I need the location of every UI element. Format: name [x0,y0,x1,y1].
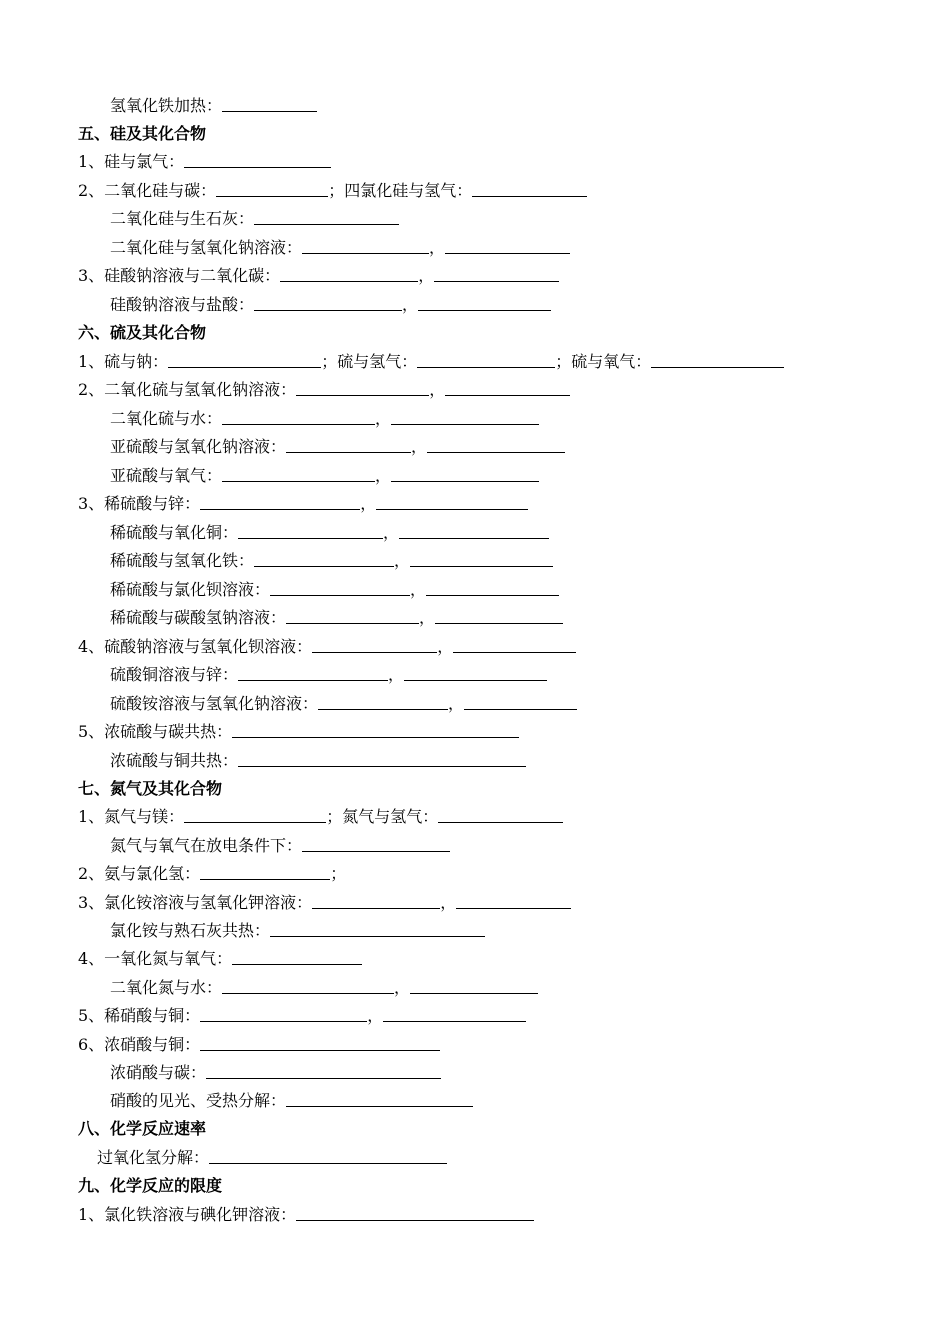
answer-blank[interactable] [254,294,402,311]
reaction-label: 3、硅酸钠溶液与二氧化碳： [78,266,281,285]
answer-blank[interactable] [209,1147,447,1164]
reaction-label: 二氧化硅与生石灰： [110,209,255,228]
reaction-item [110,579,559,601]
reaction-item [97,1147,447,1169]
reaction-label: 亚硫酸与氢氧化钠溶液： [110,437,287,456]
answer-blank[interactable] [238,750,526,767]
comma: ， [375,466,392,485]
semicolon: ； [330,864,347,883]
reaction-label: ；硫与氧气： [555,352,652,371]
reaction-item [78,806,563,828]
reaction-label: ；硫与氢气： [321,352,418,371]
reaction-item [78,721,519,743]
answer-blank[interactable] [286,436,411,453]
answer-blank[interactable] [206,1062,441,1079]
reaction-label: ；氮气与氢气： [326,807,439,826]
answer-blank[interactable] [376,493,528,510]
reaction-label: 硫酸铵溶液与氢氧化钠溶液： [110,694,319,713]
reaction-label: ；四氯化硅与氢气： [328,181,473,200]
comma: ， [394,978,411,997]
answer-blank[interactable] [435,607,563,624]
reaction-label: 稀硫酸与氧化铜： [110,523,239,542]
answer-blank[interactable] [222,465,375,482]
answer-blank[interactable] [410,550,553,567]
reaction-item [78,265,559,287]
answer-blank[interactable] [270,920,485,937]
answer-blank[interactable] [254,208,399,225]
reaction-label: 亚硫酸与氧气： [110,466,223,485]
answer-blank[interactable] [232,948,362,965]
reaction-item [110,294,551,316]
section-heading: 六、硫及其化合物 [78,323,207,342]
answer-blank[interactable] [464,693,577,710]
reaction-item [78,636,576,658]
reaction-label: 3、稀硫酸与锌： [78,494,201,513]
answer-blank[interactable] [222,977,394,994]
reaction-item [110,750,526,772]
reaction-label: 氢氧化铁加热： [110,96,223,115]
answer-blank[interactable] [391,465,539,482]
reaction-item [110,550,553,572]
reaction-item [78,1204,534,1226]
answer-blank[interactable] [200,493,360,510]
comma: ， [388,665,405,684]
reaction-item [78,1034,440,1056]
answer-blank[interactable] [391,408,539,425]
comma: ， [410,580,427,599]
answer-blank[interactable] [417,351,555,368]
comma: ， [429,380,446,399]
comma: ， [367,1006,384,1025]
reaction-item [78,1005,526,1027]
answer-blank[interactable] [302,237,429,254]
answer-blank[interactable] [383,1005,526,1022]
comma: ， [437,637,454,656]
comma: ， [375,409,392,428]
answer-blank[interactable] [286,1090,473,1107]
answer-blank[interactable] [270,579,410,596]
reaction-label: 二氧化硅与氢氧化钠溶液： [110,238,303,257]
section-heading: 八、化学反应速率 [78,1119,207,1138]
answer-blank[interactable] [232,721,519,738]
reaction-item [110,95,317,117]
answer-blank[interactable] [399,522,549,539]
answer-blank[interactable] [410,977,538,994]
answer-blank[interactable] [427,436,565,453]
reaction-item [78,351,784,373]
reaction-label: 5、稀硝酸与铜： [78,1006,201,1025]
answer-blank[interactable] [280,265,418,282]
section-heading: 五、硅及其化合物 [78,124,207,143]
answer-blank[interactable] [184,806,326,823]
reaction-label: 浓硝酸与碳： [110,1063,207,1082]
reaction-item [110,465,539,487]
answer-blank[interactable] [200,1005,367,1022]
comma: ， [429,238,446,257]
comma: ， [402,295,419,314]
answer-blank[interactable] [456,892,571,909]
answer-blank[interactable] [472,180,587,197]
reaction-item [110,607,563,629]
reaction-label: 6、浓硝酸与铜： [78,1035,201,1054]
section-heading: 九、化学反应的限度 [78,1176,223,1195]
reaction-item [78,863,346,885]
answer-blank[interactable] [222,408,375,425]
reaction-label: 2、氨与氯化氢： [78,864,201,883]
answer-blank[interactable] [312,636,437,653]
reaction-item [110,1062,441,1084]
reaction-label: 氮气与氧气在放电条件下： [110,836,303,855]
comma: ， [440,893,457,912]
reaction-label: 1、硅与氯气： [78,152,185,171]
comma: ， [394,551,411,570]
reaction-label: 浓硫酸与铜共热： [110,751,239,770]
answer-blank[interactable] [418,294,551,311]
reaction-label: 稀硫酸与碳酸氢钠溶液： [110,608,287,627]
reaction-item [78,379,570,401]
answer-blank[interactable] [238,664,388,681]
reaction-item [78,948,362,970]
section-heading: 七、氮气及其化合物 [78,779,223,798]
answer-blank[interactable] [296,1204,534,1221]
answer-blank[interactable] [184,151,331,168]
reaction-label: 1、氯化铁溶液与碘化钾溶液： [78,1205,297,1224]
reaction-label: 3、氯化铵溶液与氢氧化钾溶液： [78,893,313,912]
comma: ， [360,494,377,513]
answer-blank[interactable] [296,379,429,396]
reaction-label: 4、硫酸钠溶液与氢氧化钡溶液： [78,637,313,656]
reaction-label: 4、一氧化氮与氧气： [78,949,233,968]
answer-blank[interactable] [222,95,317,112]
reaction-item [78,151,331,173]
reaction-item [110,208,399,230]
answer-blank[interactable] [238,522,383,539]
answer-blank[interactable] [168,351,321,368]
reaction-label: 2、二氧化硫与氢氧化钠溶液： [78,380,297,399]
reaction-label: 1、硫与钠： [78,352,169,371]
answer-blank[interactable] [286,607,419,624]
answer-blank[interactable] [200,863,330,880]
reaction-label: 5、浓硫酸与碳共热： [78,722,233,741]
reaction-label: 硝酸的见光、受热分解： [110,1091,287,1110]
comma: ， [411,437,428,456]
reaction-label: 过氧化氢分解： [97,1148,210,1167]
answer-blank[interactable] [445,379,570,396]
answer-blank[interactable] [651,351,784,368]
comma: ， [448,694,465,713]
reaction-item [110,408,539,430]
comma: ， [383,523,400,542]
answer-blank[interactable] [200,1034,440,1051]
reaction-item [78,180,587,202]
answer-blank[interactable] [404,664,547,681]
answer-blank[interactable] [216,180,328,197]
reaction-label: 稀硫酸与氯化钡溶液： [110,580,271,599]
answer-blank[interactable] [302,835,450,852]
reaction-item [110,693,577,715]
reaction-item [110,436,565,458]
reaction-item [110,835,450,857]
reaction-item [110,522,549,544]
answer-blank[interactable] [445,237,570,254]
reaction-label: 1、氮气与镁： [78,807,185,826]
reaction-item [110,664,547,686]
reaction-item [110,977,538,999]
answer-blank[interactable] [438,806,563,823]
reaction-item [110,237,570,259]
answer-blank[interactable] [318,693,448,710]
answer-blank[interactable] [426,579,559,596]
reaction-label: 2、二氧化硅与碳： [78,181,217,200]
reaction-label: 硅酸钠溶液与盐酸： [110,295,255,314]
reaction-item [78,892,571,914]
reaction-label: 硫酸铜溶液与锌： [110,665,239,684]
answer-blank[interactable] [453,636,576,653]
reaction-label: 氯化铵与熟石灰共热： [110,921,271,940]
reaction-item [110,1090,473,1112]
reaction-item [110,920,485,942]
reaction-item [78,493,528,515]
comma: ， [419,608,436,627]
comma: ， [418,266,435,285]
answer-blank[interactable] [312,892,440,909]
reaction-label: 二氧化硫与水： [110,409,223,428]
answer-blank[interactable] [254,550,394,567]
reaction-label: 二氧化氮与水： [110,978,223,997]
reaction-label: 稀硫酸与氢氧化铁： [110,551,255,570]
answer-blank[interactable] [434,265,559,282]
